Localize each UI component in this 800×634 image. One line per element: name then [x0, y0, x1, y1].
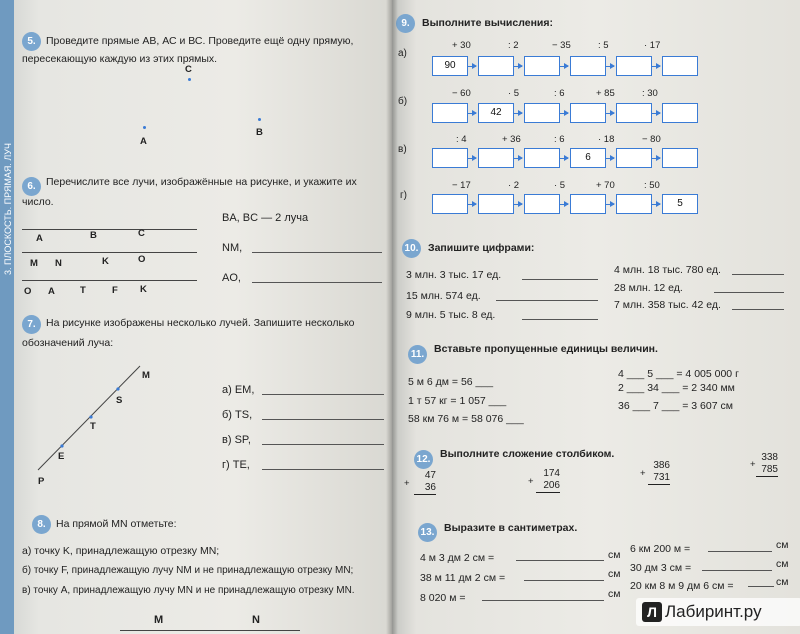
- task-9d-box-1[interactable]: [432, 194, 468, 214]
- sum-1-b: 36: [414, 482, 436, 495]
- task-9a-box-4[interactable]: [570, 56, 606, 76]
- segment-point-n: N: [252, 614, 260, 626]
- task-10-blank-4[interactable]: [714, 292, 784, 293]
- arrow: [560, 204, 568, 205]
- task-10-blank-1[interactable]: [522, 279, 598, 280]
- task-6-text-2: число.: [22, 196, 54, 208]
- task-9b-op-5: : 30: [642, 88, 658, 99]
- row2-point-o: O: [138, 254, 146, 265]
- task-9d-op-2: · 2: [508, 180, 520, 191]
- row3-point-a: A: [48, 286, 55, 297]
- sidebar-text: 3. ПЛОСКОСТЬ. ПРЯМАЯ. ЛУЧ: [3, 142, 13, 275]
- task-9c-op-5: − 80: [642, 134, 661, 145]
- sum-4-a: 338: [761, 452, 778, 463]
- task-7-ray-figure: [0, 0, 392, 634]
- task-10-blank-3[interactable]: [496, 300, 598, 301]
- task-10-text: Запишите цифрами:: [428, 242, 535, 254]
- task-9c-op-4: · 18: [598, 134, 615, 145]
- point-c-label: C: [185, 64, 192, 75]
- arrow: [514, 204, 522, 205]
- task-12-number: 12.: [414, 450, 433, 469]
- task-11-text: Вставьте пропущенные единицы величин.: [434, 343, 658, 355]
- arrow: [468, 113, 476, 114]
- task-11-left-3[interactable]: 58 км 76 м = 58 076 ___: [408, 413, 524, 425]
- task-13-blank-right-2[interactable]: [702, 570, 772, 571]
- sum-3[interactable]: [648, 460, 670, 485]
- task-9b-box-1[interactable]: [432, 103, 468, 123]
- row3-point-k: K: [140, 284, 147, 295]
- point-b-label: B: [256, 127, 263, 138]
- ray-point-p: P: [38, 476, 45, 487]
- task-9b-label: б): [398, 96, 408, 107]
- arrow: [468, 158, 476, 159]
- task-7-number: 7.: [22, 315, 41, 334]
- task-13-number: 13.: [418, 523, 437, 542]
- arrow: [606, 158, 614, 159]
- task-5-text-2: пересекающую каждую из этих прямых.: [22, 53, 218, 65]
- logo-icon: Л: [642, 602, 662, 622]
- sum-4[interactable]: [756, 452, 778, 477]
- row3-point-t: T: [80, 285, 86, 296]
- task-12-text: Выполните сложение столбиком.: [440, 448, 615, 460]
- task-5-text-1: Проведите прямые АВ, АС и ВС. Проведите ещё одну прямую,: [46, 35, 354, 47]
- task-9a-op-2: : 2: [508, 40, 519, 51]
- task-9a-label: а): [398, 48, 407, 59]
- row2-point-n: N: [55, 258, 62, 269]
- row2-point-k: K: [102, 256, 109, 267]
- book-gutter: [386, 0, 398, 634]
- sum-2[interactable]: [536, 468, 560, 493]
- task-9c-label: в): [398, 144, 407, 155]
- task-7-blank-d[interactable]: [262, 469, 384, 470]
- sum-3-a: 386: [653, 460, 670, 471]
- task-13-unit-right-1: см: [776, 539, 789, 551]
- task-8-line-b: б) точку F, принадлежащую лучу NM и не принадлежащую отрезку MN;: [22, 565, 354, 576]
- arrow: [468, 66, 476, 67]
- task-10-item-1: 3 млн. 3 тыс. 17 ед.: [406, 269, 502, 281]
- task-13-unit-right-2: см: [776, 558, 789, 570]
- task-9a-op-4: : 5: [598, 40, 609, 51]
- task-13-unit-left-3: см: [608, 588, 621, 600]
- task-11-right-1[interactable]: 4 ___ 5 ___ = 4 005 000 г: [618, 368, 739, 380]
- task-9c-op-2: + 36: [502, 134, 521, 145]
- task-9a-box-3[interactable]: [524, 56, 560, 76]
- task-9d-box-6[interactable]: 5: [662, 194, 698, 214]
- task-13-unit-left-1: см: [608, 549, 621, 561]
- arrow: [652, 158, 660, 159]
- task-7-text-2: обозначений луча:: [22, 337, 114, 349]
- task-7-blank-c[interactable]: [262, 444, 384, 445]
- left-page: [0, 0, 392, 634]
- point-a-label: A: [140, 136, 147, 147]
- task-8-text: На прямой MN отметьте:: [56, 518, 177, 530]
- task-9d-box-5[interactable]: [616, 194, 652, 214]
- arrow: [606, 66, 614, 67]
- task-13-left-3: 8 020 м =: [420, 592, 466, 604]
- sum-3-b: 731: [648, 472, 670, 485]
- task-9b-op-2: · 5: [508, 88, 520, 99]
- arrow: [606, 113, 614, 114]
- task-11-right-2[interactable]: 2 ___ 34 ___ = 2 340 мм: [618, 382, 735, 394]
- arrow: [468, 204, 476, 205]
- task-9d-op-3: · 5: [554, 180, 566, 191]
- task-9-text: Выполните вычисления:: [422, 17, 554, 29]
- task-9c-box-6[interactable]: [662, 148, 698, 168]
- task-7-text-1: На рисунке изображены несколько лучей. Запишите несколько: [46, 317, 355, 329]
- task-6-number: 6.: [22, 177, 41, 196]
- ray-point-t: T: [90, 421, 96, 432]
- row1-point-c: C: [138, 228, 145, 239]
- task-6-answer-nm: NM,: [222, 242, 243, 254]
- task-7-blank-a[interactable]: [262, 394, 384, 395]
- task-13-blank-left-2[interactable]: [524, 580, 604, 581]
- task-9c-box-2[interactable]: [478, 148, 514, 168]
- task-7-answer-d: г) TE,: [222, 459, 250, 471]
- row1-point-b: B: [90, 230, 97, 241]
- task-13-blank-left-3[interactable]: [482, 600, 604, 601]
- task-9a-box-2[interactable]: [478, 56, 514, 76]
- sum-4-b: 785: [756, 464, 778, 477]
- logo-text: Лабиринт.ру: [665, 602, 762, 621]
- task-10-blank-5[interactable]: [522, 319, 598, 320]
- ray-point-m: M: [142, 370, 150, 381]
- task-13-blank-right-3[interactable]: [748, 586, 774, 587]
- task-9b-op-1: − 60: [452, 88, 471, 99]
- task-10-item-4: 28 млн. 12 ед.: [614, 282, 683, 294]
- task-6-answer-ao: AO,: [222, 272, 241, 284]
- task-6-text-1: Перечислите все лучи, изображённые на рисунке, и укажите их: [46, 176, 357, 188]
- task-10-item-6: 7 млн. 358 тыс. 42 ед.: [614, 299, 721, 311]
- arrow: [652, 204, 660, 205]
- task-9a-op-5: · 17: [644, 40, 661, 51]
- segment-mn-line: [120, 630, 300, 631]
- task-13-left-1: 4 м 3 дм 2 см =: [420, 552, 495, 564]
- task-9c-op-3: : 6: [554, 134, 565, 145]
- task-9d-op-5: : 50: [644, 180, 660, 191]
- task-13-blank-left-1[interactable]: [516, 560, 604, 561]
- arrow: [560, 66, 568, 67]
- arrow: [514, 158, 522, 159]
- task-9b-box-2[interactable]: 42: [478, 103, 514, 123]
- sum-2-a: 174: [543, 468, 560, 479]
- task-11-left-2[interactable]: 1 т 57 кг = 1 057 ___: [408, 395, 507, 407]
- task-7-answer-a: а) EM,: [222, 384, 255, 396]
- watermark-logo: [636, 598, 800, 626]
- task-9b-box-4[interactable]: [570, 103, 606, 123]
- task-9c-op-1: : 4: [456, 134, 467, 145]
- task-9d-box-3[interactable]: [524, 194, 560, 214]
- task-11-number: 11.: [408, 345, 427, 364]
- task-9b-op-3: : 6: [554, 88, 565, 99]
- task-11-left-1[interactable]: 5 м 6 дм = 56 ___: [408, 376, 494, 388]
- right-page: [392, 0, 800, 634]
- arrow: [560, 113, 568, 114]
- task-13-right-2: 30 дм 3 см =: [630, 562, 692, 574]
- task-7-answer-c: в) SP,: [222, 434, 251, 446]
- task-9a-op-1: + 30: [452, 40, 471, 51]
- task-9b-box-5[interactable]: [616, 103, 652, 123]
- task-9c-box-3[interactable]: [524, 148, 560, 168]
- sum-1-plus: +: [404, 478, 410, 489]
- segment-point-m: M: [154, 614, 164, 626]
- arrow: [560, 158, 568, 159]
- task-9b-box-3[interactable]: [524, 103, 560, 123]
- task-13-unit-right-3: см: [776, 576, 789, 588]
- task-9c-box-1[interactable]: [432, 148, 468, 168]
- arrow: [652, 66, 660, 67]
- task-13-left-2: 38 м 11 дм 2 см =: [420, 572, 506, 584]
- task-9-number: 9.: [396, 14, 415, 33]
- arrow: [514, 113, 522, 114]
- task-9a-box-1[interactable]: 90: [432, 56, 468, 76]
- task-9a-op-3: − 35: [552, 40, 571, 51]
- task-13-text: Выразите в сантиметрах.: [444, 522, 578, 534]
- sum-2-plus: +: [528, 476, 534, 487]
- task-10-blank-2[interactable]: [732, 274, 784, 275]
- task-9d-label: г): [400, 190, 407, 201]
- task-8-line-c: в) точку A, принадлежащую лучу MN и не принадлежащую отрезку MN.: [22, 585, 355, 596]
- task-13-right-3: 20 км 8 м 9 дм 6 см =: [630, 580, 734, 592]
- row1-point-a: A: [36, 233, 43, 244]
- sum-3-plus: +: [640, 468, 646, 479]
- sum-4-plus: +: [750, 459, 756, 470]
- task-13-blank-right-1[interactable]: [708, 551, 772, 552]
- task-5-number: 5.: [22, 32, 41, 51]
- task-9c-box-5[interactable]: [616, 148, 652, 168]
- task-9b-op-4: + 85: [596, 88, 615, 99]
- task-8-number: 8.: [32, 515, 51, 534]
- sum-2-b: 206: [536, 480, 560, 493]
- sum-1-a: 47: [424, 470, 436, 481]
- task-7-answer-b: б) TS,: [222, 409, 253, 421]
- task-13-unit-left-2: см: [608, 568, 621, 580]
- task-10-item-5: 9 млн. 5 тыс. 8 ед.: [406, 309, 496, 321]
- arrow: [514, 66, 522, 67]
- task-9a-box-5[interactable]: [616, 56, 652, 76]
- task-9d-op-4: + 70: [596, 180, 615, 191]
- task-8-line-a: а) точку K, принадлежащую отрезку MN;: [22, 545, 220, 557]
- task-10-number: 10.: [402, 239, 421, 258]
- task-6-answer-example: BA, BC — 2 луча: [222, 212, 309, 224]
- task-7-blank-b[interactable]: [262, 419, 384, 420]
- ray-point-e: E: [58, 451, 65, 462]
- task-9c-box-4[interactable]: 6: [570, 148, 606, 168]
- task-11-right-3[interactable]: 36 ___ 7 ___ = 3 607 см: [618, 400, 733, 412]
- task-13-right-1: 6 км 200 м =: [630, 543, 691, 555]
- task-9a-box-6[interactable]: [662, 56, 698, 76]
- row3-point-o: O: [24, 286, 32, 297]
- task-9d-box-4[interactable]: [570, 194, 606, 214]
- task-9b-box-6[interactable]: [662, 103, 698, 123]
- task-10-blank-6[interactable]: [732, 309, 784, 310]
- row2-point-m: M: [30, 258, 38, 269]
- task-9d-box-2[interactable]: [478, 194, 514, 214]
- task-9d-op-1: − 17: [452, 180, 471, 191]
- task-10-item-3: 15 млн. 574 ед.: [406, 290, 481, 302]
- row3-point-f: F: [112, 285, 118, 296]
- arrow: [652, 113, 660, 114]
- ray-point-s: S: [116, 395, 123, 406]
- arrow: [606, 204, 614, 205]
- sum-1[interactable]: [414, 470, 436, 495]
- task-10-item-2: 4 млн. 18 тыс. 780 ед.: [614, 264, 721, 276]
